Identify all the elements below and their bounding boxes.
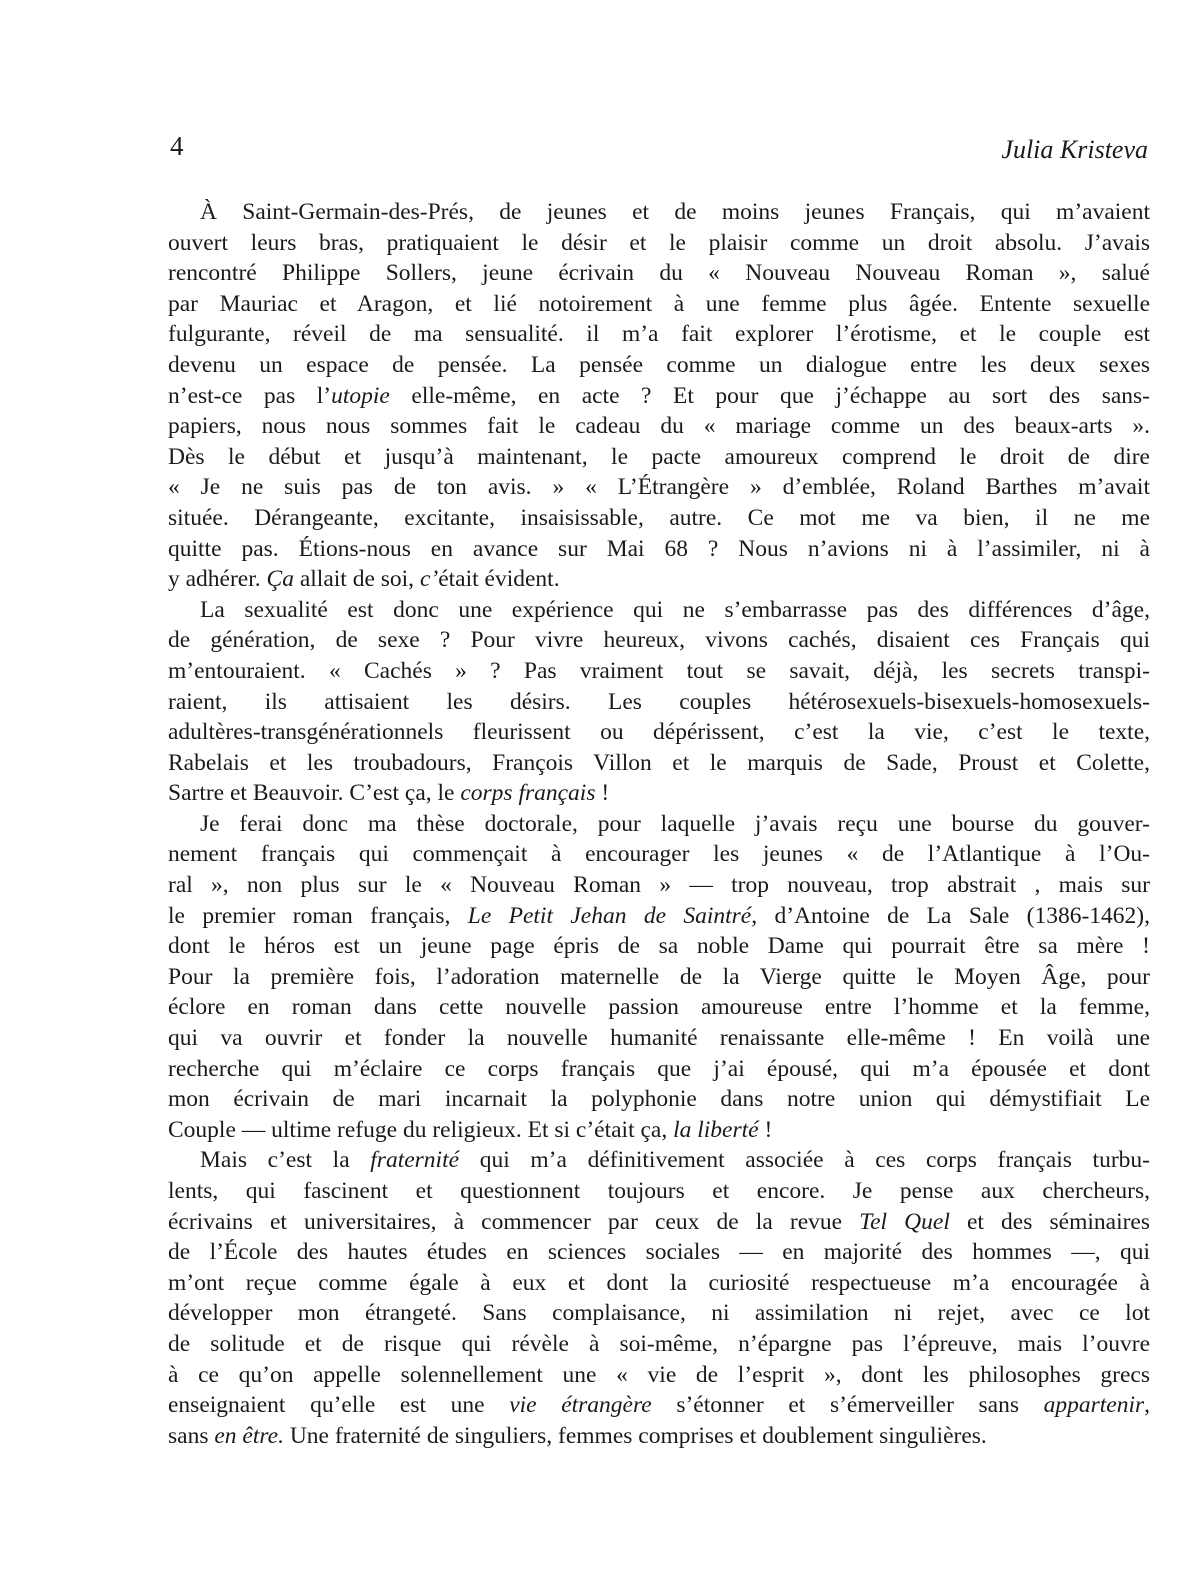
- text-run: quitte pas. Étions-nous en avance sur Mai 68 ? Nous n’avions ni à l’assimiler, ni à: [168, 535, 1150, 562]
- text-line: [168, 839, 1150, 870]
- paragraph: [168, 809, 1150, 1146]
- text-run: La sexualité est donc une expérience qui ne s’embarrasse pas des différences d’âge,: [200, 596, 1150, 623]
- text-run: y adhérer.: [168, 566, 267, 593]
- text-run: qui va ouvrir et fonder la nouvelle humanité renaissante elle-même ! En voilà une: [168, 1025, 1150, 1052]
- text-run: m’entouraient. « Cachés » ? Pas vraiment tout se savait, déjà, les secrets transpi-: [168, 657, 1150, 684]
- text-line: [168, 503, 1150, 534]
- text-run: située. Dérangeante, excitante, insaisissable, autre. Ce mot me va bien, il ne me: [168, 504, 1150, 531]
- text-line: [168, 992, 1150, 1023]
- italic-text: vie étrangère: [509, 1392, 652, 1419]
- text-run: ,: [1144, 1392, 1151, 1419]
- text-run: Mais c’est la: [200, 1147, 371, 1174]
- text-run: écrivains et universitaires, à commencer par ceux de la revue: [168, 1208, 860, 1235]
- text-run: recherche qui m’éclaire ce corps français que j’ai épousé, qui m’a épousée et dont: [168, 1055, 1150, 1082]
- text-line: [168, 1207, 1150, 1238]
- body-text: [168, 197, 1150, 1451]
- text-run: papiers, nous nous sommes fait le cadeau du « mariage comme un des beaux-arts ».: [168, 413, 1150, 440]
- text-line: [168, 778, 1150, 809]
- text-run: était évident.: [438, 566, 560, 593]
- text-run: « Je ne suis pas de ton avis. » « L’Étrangère » d’emblée, Roland Barthes m’avait: [168, 474, 1150, 501]
- text-run: éclore en roman dans cette nouvelle passion amoureuse entre l’homme et la femme,: [168, 994, 1150, 1021]
- text-line: [168, 1360, 1150, 1391]
- italic-text: fraternité: [370, 1147, 460, 1174]
- text-run: !: [758, 1116, 773, 1143]
- text-line: [168, 1084, 1150, 1115]
- text-line: [168, 1145, 1150, 1176]
- text-run: et des séminaires: [949, 1208, 1150, 1235]
- text-line: [168, 258, 1150, 289]
- text-run: de génération, de sexe ? Pour vivre heureux, vivons cachés, disaient ces Français qui: [168, 627, 1150, 654]
- text-line: [168, 1176, 1150, 1207]
- text-line: [168, 1268, 1150, 1299]
- text-run: m’ont reçue comme égale à eux et dont la curiosité respectueuse m’a encouragée à: [168, 1269, 1150, 1296]
- text-line: [168, 870, 1150, 901]
- text-line: [168, 381, 1150, 412]
- text-line: [168, 564, 1150, 595]
- italic-text: corps français: [460, 780, 596, 807]
- text-run: Une fraternité de singuliers, femmes comprises et doublement singulières.: [283, 1422, 987, 1449]
- text-line: [168, 717, 1150, 748]
- italic-text: la liberté: [673, 1116, 759, 1143]
- text-run: le premier roman français,: [168, 902, 468, 929]
- text-line: [168, 350, 1150, 381]
- text-run: raient, ils attisaient les désirs. Les couples hétérosexuels-bisexuels-homosexuels-: [168, 688, 1150, 715]
- text-line: [168, 534, 1150, 565]
- text-run: sans: [168, 1422, 215, 1449]
- text-line: [168, 595, 1150, 626]
- text-line: [168, 1390, 1150, 1421]
- text-run: fulgurante, réveil de ma sensualité. il m’a fait explorer l’érotisme, et le couple est: [168, 321, 1150, 348]
- paragraph: [168, 595, 1150, 809]
- text-run: adultères-transgénérationnels fleurissent ou dépérissent, c’est la vie, c’est le texte,: [168, 719, 1150, 746]
- text-line: [168, 442, 1150, 473]
- text-run: , d’Antoine de La Sale (1386-1462),: [751, 902, 1150, 929]
- text-line: [168, 809, 1150, 840]
- text-run: enseignaient qu’elle est une: [168, 1392, 510, 1419]
- text-run: devenu un espace de pensée. La pensée comme un dialogue entre les deux sexes: [168, 351, 1150, 378]
- text-line: [168, 228, 1150, 259]
- text-run: rencontré Philippe Sollers, jeune écrivain du « Nouveau Nouveau Roman », salué: [168, 260, 1150, 287]
- text-run: Pour la première fois, l’adoration maternelle de la Vierge quitte le Moyen Âge, pour: [168, 963, 1150, 990]
- text-run: dont le héros est un jeune page épris de sa noble Dame qui pourrait être sa mère !: [168, 933, 1150, 960]
- text-run: ral », non plus sur le « Nouveau Roman » — trop nouveau, trop abstrait , mais sur: [168, 872, 1150, 899]
- text-line: [168, 1237, 1150, 1268]
- text-run: de solitude et de risque qui révèle à soi-même, n’épargne pas l’épreuve, mais l’ouvre: [168, 1330, 1150, 1357]
- text-line: [168, 1298, 1150, 1329]
- text-run: À Saint-Germain-des-Prés, de jeunes et de moins jeunes Français, qui m’avaient: [200, 199, 1150, 225]
- text-run: par Mauriac et Aragon, et lié notoirement à une femme plus âgée. Entente sexuelle: [168, 290, 1150, 317]
- text-line: [168, 289, 1150, 320]
- italic-text: utopie: [331, 382, 390, 409]
- text-line: [168, 656, 1150, 687]
- text-run: développer mon étrangeté. Sans complaisance, ni assimilation ni rejet, avec ce lot: [168, 1300, 1150, 1327]
- text-run: !: [595, 780, 610, 807]
- text-run: qui m’a définitivement associée à ces corps français turbu-: [459, 1147, 1150, 1174]
- italic-text: c’: [419, 566, 439, 593]
- italic-text: appartenir: [1043, 1392, 1145, 1419]
- text-run: à ce qu’on appelle solennellement une « vie de l’esprit », dont les philosophes grecs: [168, 1361, 1150, 1388]
- text-run: n’est-ce pas l’: [168, 382, 332, 409]
- text-run: elle-même, en acte ? Et pour que j’échappe au sort des sans-: [389, 382, 1150, 409]
- text-run: Dès le début et jusqu’à maintenant, le pacte amoureux comprend le droit de dire: [168, 443, 1150, 470]
- text-line: [168, 748, 1150, 779]
- text-line: [168, 197, 1150, 228]
- text-line: [168, 1054, 1150, 1085]
- italic-text: Ça: [266, 566, 294, 593]
- paragraph: [168, 197, 1150, 595]
- paragraph: [168, 1145, 1150, 1451]
- text-run: Je ferai donc ma thèse doctorale, pour laquelle j’avais reçu une bourse du gouver-: [200, 810, 1150, 837]
- text-line: [168, 901, 1150, 932]
- text-run: Rabelais et les troubadours, François Villon et le marquis de Sade, Proust et Colette,: [168, 749, 1150, 776]
- page-number: 4: [170, 131, 184, 161]
- italic-text: Tel Quel: [859, 1208, 950, 1235]
- text-run: ouvert leurs bras, pratiquaient le désir et le plaisir comme un droit absolu. J’avais: [168, 229, 1150, 256]
- text-line: [168, 1421, 1150, 1452]
- text-line: [168, 625, 1150, 656]
- text-run: lents, qui fascinent et questionnent toujours et encore. Je pense aux chercheurs,: [168, 1178, 1150, 1204]
- running-head: Julia Kristeva: [1001, 135, 1148, 164]
- text-run: s’étonner et s’émerveiller sans: [651, 1392, 1044, 1419]
- text-run: de l’École des hautes études en sciences sociales — en majorité des hommes —, qui: [168, 1239, 1150, 1266]
- text-run: Couple — ultime refuge du religieux. Et si c’était ça,: [168, 1116, 674, 1143]
- text-line: [168, 472, 1150, 503]
- text-line: [168, 1115, 1150, 1146]
- text-run: Sartre et Beauvoir. C’est ça, le: [168, 780, 461, 807]
- text-line: [168, 1329, 1150, 1360]
- italic-text: Le Petit Jehan de Saintré: [467, 902, 752, 929]
- text-line: [168, 931, 1150, 962]
- text-line: [168, 1023, 1150, 1054]
- italic-text: en être.: [214, 1422, 284, 1449]
- text-line: [168, 687, 1150, 718]
- text-run: allait de soi,: [293, 566, 420, 593]
- text-line: [168, 411, 1150, 442]
- text-line: [168, 319, 1150, 350]
- text-run: mon écrivain de mari incarnait la polyphonie dans notre union qui démystifiait Le: [168, 1086, 1150, 1113]
- text-run: nement français qui commençait à encourager les jeunes « de l’Atlantique à l’Ou-: [168, 841, 1150, 868]
- text-line: [168, 962, 1150, 993]
